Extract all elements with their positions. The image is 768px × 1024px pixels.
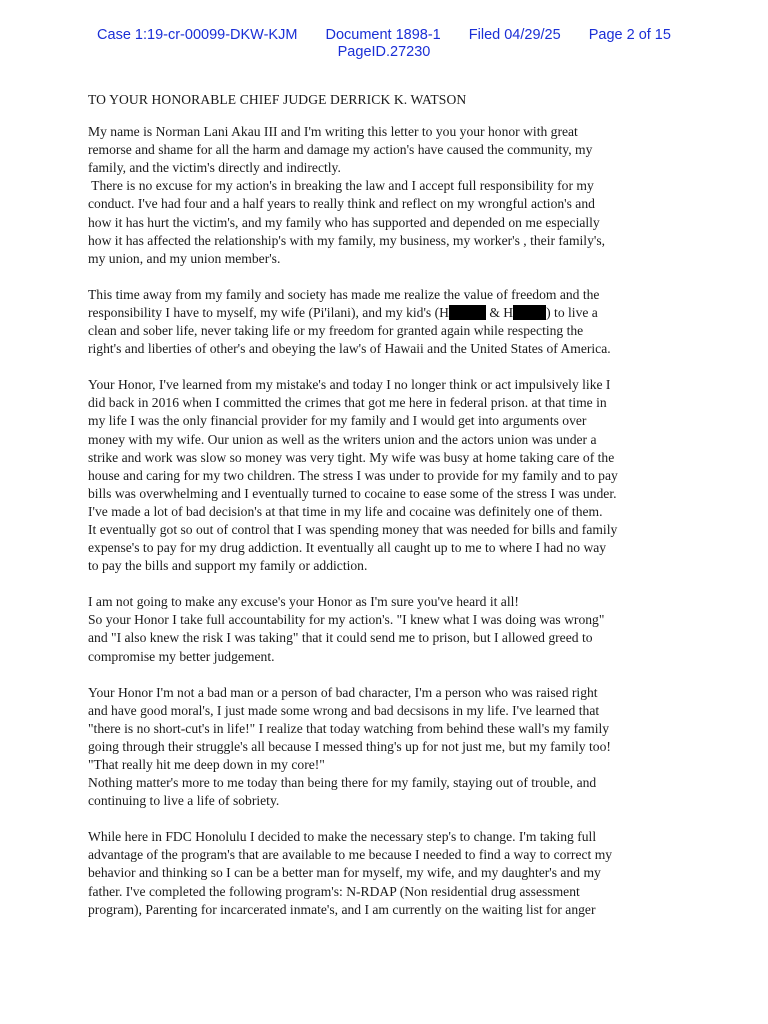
paragraph-1 xyxy=(88,123,688,268)
text-line: advantage of the program's that are available to me because I needed to find a way to correct my xyxy=(88,847,613,863)
text-line: So your Honor I take full accountability for my action's. "I knew what I was doing was wrong" xyxy=(88,612,605,628)
text-line: my life I was the only financial provider for my family and I would get into arguments over xyxy=(88,413,587,429)
text-line: I am not going to make any excuse's your Honor as I'm sure you've heard it all! xyxy=(88,594,519,610)
text-line: how it has hurt the victim's, and my family who has supported and depended on me especially xyxy=(88,214,600,230)
filed-date: Filed 04/29/25 xyxy=(468,27,561,43)
text-line: expense's to pay for my drug addiction. It eventually all caught up to me to where I had no way xyxy=(88,540,607,556)
text-line: my union, and my union member's. xyxy=(88,250,281,266)
text-line: to pay the bills and support my family or addiction. xyxy=(88,558,368,574)
text-line: going through their struggle's all because I messed thing's up for not just me, but my family too! xyxy=(88,738,611,754)
text-segment: & H xyxy=(485,304,514,320)
paragraph-5 xyxy=(88,684,688,811)
text-line: money with my wife. Our union as well as the writers union and the actors union was under a xyxy=(88,431,597,447)
court-filing-header xyxy=(0,27,768,61)
text-line: "That really hit me deep down in my core!" xyxy=(88,757,325,772)
text-line: This time away from my family and society has made me realize the value of freedom and the xyxy=(88,286,600,302)
text-line: While here in FDC Honolulu I decided to make the necessary step's to change. I'm taking full xyxy=(88,829,597,845)
text-line: house and caring for my two children. The stress I was under to provide for my family and to pay xyxy=(88,467,618,483)
text-line: program), Parenting for incarcerated inmate's, and I am currently on the waiting list for anger xyxy=(88,901,596,917)
text-line: behavior and thinking so I can be a better man for myself, my wife, and my daughter's and my xyxy=(88,865,601,881)
text-line: remorse and shame for all the harm and damage my action's have caused the community, my xyxy=(88,142,593,158)
redaction-box xyxy=(513,305,546,320)
letter-body xyxy=(88,91,688,937)
text-line: family, and the victim's directly and indirectly. xyxy=(88,160,341,176)
paragraph-6 xyxy=(88,828,688,918)
text-line: "there is no short-cut's in life!" I realize that today watching from behind these wall's my family xyxy=(88,720,610,736)
text-line: strike and work was slow so money was very tight. My wife was busy at home taking care of the xyxy=(88,449,615,465)
text-line: There is no excuse for my action's in breaking the law and I accept full responsibility for my xyxy=(88,178,594,194)
text-line: right's and liberties of other's and obeying the law's of Hawaii and the United States of America. xyxy=(88,341,611,357)
text-line: and have good moral's, I just made some wrong and bad decsisons in my life. I've learned that xyxy=(88,702,600,718)
page-number: Page 2 of 15 xyxy=(588,27,671,43)
text-line: compromise my better judgement. xyxy=(88,648,275,664)
text-line: conduct. I've had four and a half years to really think and reflect on my wrongful action's and xyxy=(88,196,595,212)
text-line: Your Honor, I've learned from my mistake's and today I no longer think or act impulsively like I xyxy=(88,377,611,393)
text-line: I've made a lot of bad decision's at that time in my life and cocaine was definitely one of them. xyxy=(88,503,603,519)
text-line: father. I've completed the following program's: N-RDAP (Non residential drug assessment xyxy=(88,883,580,899)
paragraph-4 xyxy=(88,593,688,665)
salutation: TO YOUR HONORABLE CHIEF JUDGE DERRICK K. WATSON xyxy=(88,92,467,107)
text-line: bills was overwhelming and I eventually turned to cocaine to ease some of the stress I was under. xyxy=(88,485,617,501)
text-line: how it has affected the relationship's with my family, my business, my worker's , their family's, xyxy=(88,232,606,248)
text-line: Nothing matter's more to me today than being there for my family, staying out of trouble, and xyxy=(88,775,597,791)
document-number: Document 1898-1 xyxy=(325,27,441,43)
redaction-box xyxy=(449,305,486,320)
text-line: clean and sober life, never taking life or my freedom for granted again while respecting the xyxy=(88,323,584,339)
paragraph-2 xyxy=(88,286,688,358)
filing-stamp-line xyxy=(0,27,768,44)
text-line: Your Honor I'm not a bad man or a person of bad character, I'm a person who was raised right xyxy=(88,684,598,700)
case-number: Case 1:19-cr-00099-DKW-KJM xyxy=(97,27,298,43)
text-segment: responsibility I have to myself, my wife (Pi'ilani), and my kid's (H xyxy=(88,304,449,320)
text-line: continuing to live a life of sobriety. xyxy=(88,793,280,809)
text-line: It eventually got so out of control that I was spending money that was needed for bills and family xyxy=(88,521,618,537)
text-line: My name is Norman Lani Akau III and I'm writing this letter to you your honor with great xyxy=(88,124,578,140)
text-line: did back in 2016 when I committed the crimes that got me here in federal prison. at that time in xyxy=(88,395,607,411)
text-line: and "I also knew the risk I was taking" that it could send me to prison, but I allowed greed to xyxy=(88,630,593,646)
text-line-with-redactions xyxy=(88,304,688,322)
text-segment: ) to live a xyxy=(546,304,598,320)
page-id: PageID.27230 xyxy=(337,44,431,60)
paragraph-3 xyxy=(88,376,688,575)
